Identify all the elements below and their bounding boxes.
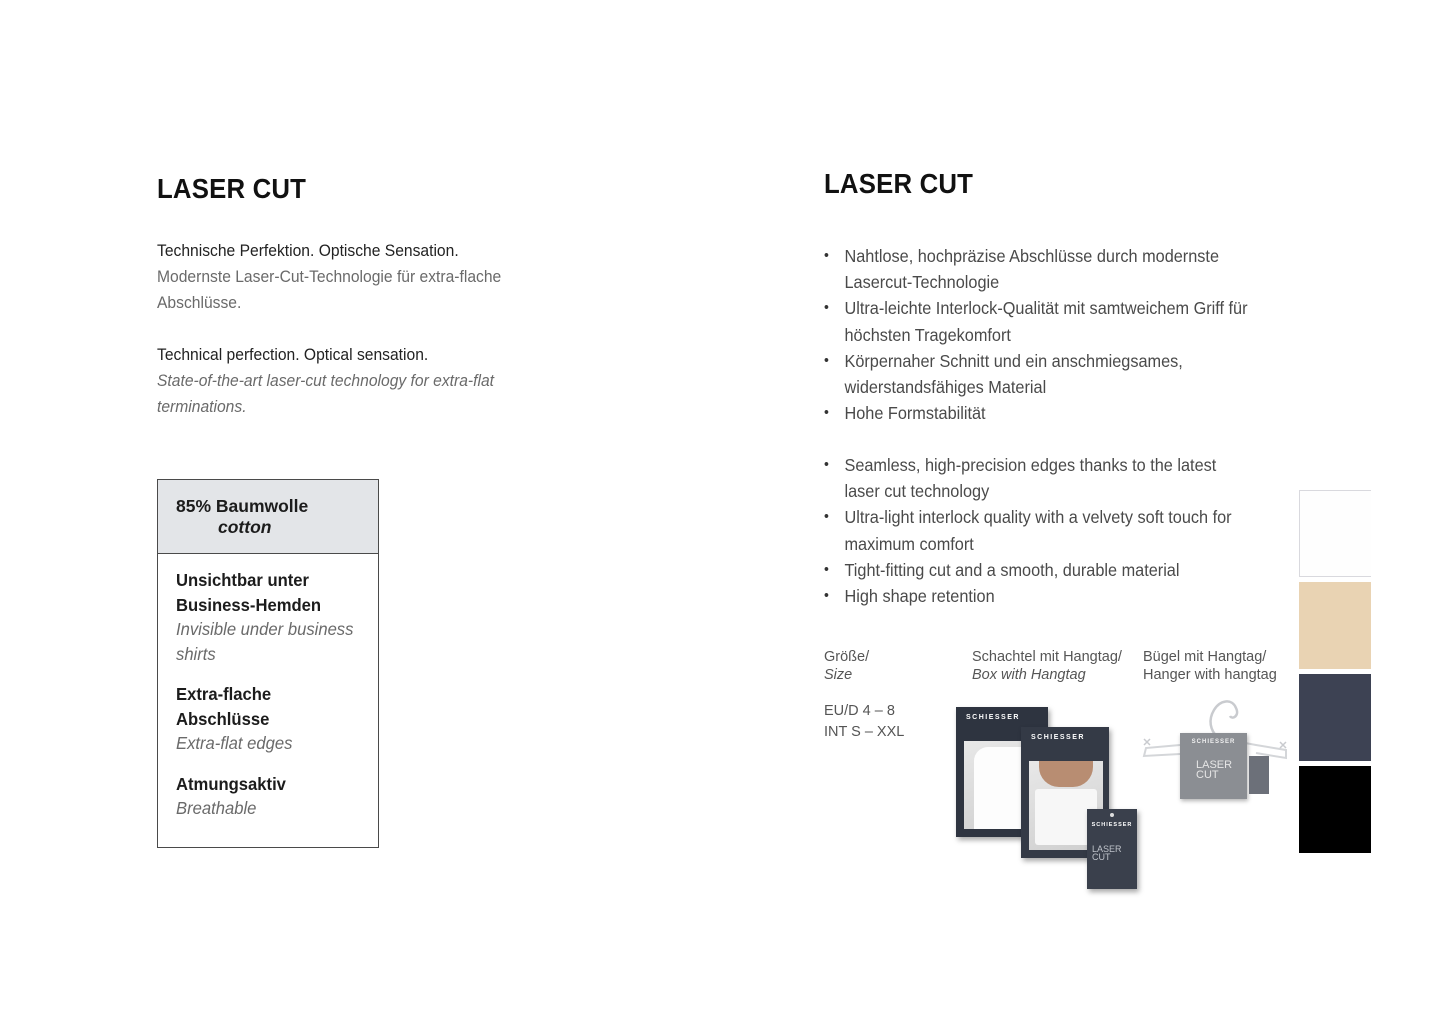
size-eu: EU/D 4 – 8	[824, 703, 895, 719]
bullet-item: • Nahtlose, hochpräzise Abschlüsse durch modernste Lasercut-Technologie	[824, 243, 1252, 295]
feature-en: Extra-flat edges	[176, 733, 293, 753]
feature-list	[158, 554, 378, 821]
bullet-list-english	[824, 452, 1252, 609]
bullet-item: • High shape retention	[824, 583, 1252, 609]
size-label	[824, 648, 869, 684]
torso-image	[1039, 761, 1093, 787]
bullet-item: • Seamless, high-precision edges thanks to the latest laser cut technology	[824, 452, 1252, 504]
hangtag-image	[1087, 809, 1137, 889]
hanger-label	[1143, 648, 1277, 684]
color-swatch-beige	[1299, 582, 1371, 669]
logo-line: CUT	[1196, 769, 1219, 781]
bullet-item: • Körpernaher Schnitt und ein anschmiegsames, widerstandsfähiges Material	[824, 348, 1252, 400]
hanger-label-de: Bügel mit Hangtag/	[1143, 649, 1267, 665]
logo-line: CUT	[1092, 852, 1111, 862]
color-swatch-white	[1299, 490, 1371, 577]
page-title-right: LASER CUT	[824, 168, 974, 199]
color-swatch-navy	[1299, 674, 1371, 761]
box-label	[972, 648, 1122, 684]
feature-de: Unsichtbar unter Business-Hemden	[176, 570, 322, 615]
bullet-list-german	[824, 243, 1252, 426]
laser-cut-logo	[1196, 760, 1232, 780]
intro-german	[157, 238, 525, 316]
feature-item	[176, 568, 368, 666]
logo-line: LASER	[1092, 844, 1122, 854]
intro-en-text: State-of-the-art laser-cut technology for extra-flat terminations.	[157, 371, 494, 416]
color-swatch-black	[1299, 766, 1371, 853]
tag-hole	[1110, 813, 1114, 817]
size-label-de: Größe/	[824, 649, 870, 665]
bullet-item: • Tight-fitting cut and a smooth, durable material	[824, 557, 1252, 583]
logo-line: LASER	[1196, 759, 1233, 771]
hanger-card-image	[1180, 733, 1247, 799]
material-header	[158, 480, 378, 554]
material-de: 85% Baumwolle	[176, 496, 309, 516]
laser-cut-logo	[1092, 845, 1122, 861]
feature-box	[157, 479, 379, 848]
bullet-item: • Hohe Formstabilität	[824, 400, 1252, 426]
brand-logo: SCHIESSER	[1031, 734, 1085, 741]
feature-de: Atmungsaktiv	[176, 773, 286, 794]
box-label-de: Schachtel mit Hangtag/	[972, 649, 1122, 665]
box-label-en: Box with Hangtag	[972, 667, 1086, 683]
brand-logo: SCHIESSER	[1091, 822, 1133, 828]
size-label-en: Size	[824, 667, 853, 683]
feature-item	[176, 772, 368, 821]
material-en: cotton	[218, 517, 272, 537]
intro-de-lead: Technische Perfektion. Optische Sensation.	[157, 241, 459, 260]
feature-en: Breathable	[176, 798, 257, 818]
intro-english	[157, 342, 525, 420]
size-int: INT S – XXL	[824, 724, 905, 740]
brand-logo: SCHIESSER	[1191, 739, 1236, 745]
hanger-label-en: Hanger with hangtag	[1143, 667, 1277, 683]
brand-logo: SCHIESSER	[966, 714, 1020, 721]
bullet-item: • Ultra-leichte Interlock-Qualität mit samtweichem Griff für höchsten Tragekomfort	[824, 295, 1252, 347]
feature-item	[176, 682, 368, 756]
intro-en-lead: Technical perfection. Optical sensation.	[157, 345, 429, 364]
size-values	[824, 701, 904, 743]
page-title-left: LASER CUT	[157, 173, 307, 204]
hanger-small-tag	[1249, 756, 1269, 794]
intro-de-text: Modernste Laser-Cut-Technologie für extra-flache Abschlüsse.	[157, 267, 502, 312]
feature-en: Invisible under business shirts	[176, 619, 354, 664]
bullet-item: • Ultra-light interlock quality with a velvety soft touch for maximum comfort	[824, 504, 1252, 556]
feature-de: Extra-flache Abschlüsse	[176, 684, 272, 729]
